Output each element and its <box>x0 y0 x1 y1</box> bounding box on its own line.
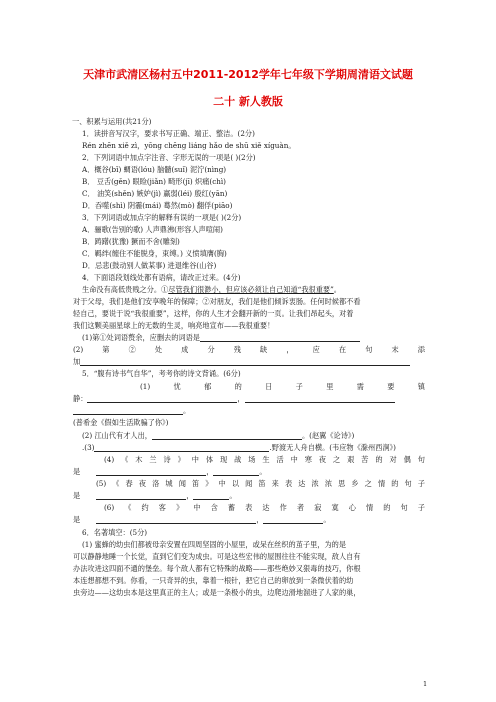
passage-line-4: 我们这颗美丽星球上的无数的生灵，响亮地宣布——我很重要！ <box>73 321 275 330</box>
q2-option-d: D．吞噬(shì) 阴霾(mái) 蓦然(mò) 翻俘(piāo) <box>82 201 233 210</box>
question-6: 6．名著填空：(5分) <box>82 528 148 537</box>
q2-option-c: C． 油笑(shěn) 嫉妒(jì) 赢弱(léi) 殷红(yān) <box>82 189 228 198</box>
sub-question-2: (2)第②处成分残缺，应在句末添 <box>73 345 425 354</box>
passage-line-2: 对于父母，我们是他们安享晚年的保障；②对朋友，我们是他们倾诉衷肠。任何时候都不看 <box>73 297 361 306</box>
answer-blank[interactable] <box>245 394 395 403</box>
poem-3: .(3) .野渡无人舟自横。(韦应物《滁州西涧》) <box>82 443 396 452</box>
poem-5-answer: 是 ， 。 <box>73 491 237 500</box>
sub-question-2-cont: 加 <box>73 357 425 366</box>
answer-blank[interactable] <box>94 443 269 452</box>
answer-blank[interactable] <box>96 515 256 524</box>
poem-1-answer-cont: 。 <box>73 406 425 415</box>
answer-blank[interactable] <box>96 491 186 500</box>
answer-blank[interactable] <box>87 394 237 403</box>
answer-blank[interactable] <box>193 491 229 500</box>
sub-question-1: (1)第①处词语赘余，应删去的词语是 <box>82 333 425 342</box>
q2-option-b: B． 豆舌(gěn) 眼睑(jiǎn) 畸形(jī) 炽痛(chì) <box>82 177 226 186</box>
q2-option-a: A．概谷(bǐ) 蜩语(lóu) 脑髓(suǐ) 泥泞(nìng) <box>82 165 227 174</box>
passage-line-1: 生命没有高低贵贱之分。①尽管我们很渺小，但应该必须让自己知道“我很重要”。 <box>82 285 341 294</box>
question-5: 5．“腹有诗书气自华”，考考你的诗文背诵。(6分) <box>82 369 241 378</box>
question-1: 1．读拼音写汉字，要求书写正确、端正、整洁。(2分) <box>82 129 255 138</box>
poem-4-prompt: (4)《木兰诗》中体现战场生活中寒夜之艰苦的对偶句 <box>104 455 425 464</box>
doc-title: 天津市武清区杨村五中2011-2012学年七年级下学期周清语文试题 <box>83 68 413 81</box>
question-4: 4．下面语段划线处都有语病，请改正过来。(4分) <box>82 273 241 282</box>
poem-6-prompt: (6)《约客》中含蓄表达作者寂寞心情的句子 <box>104 503 425 512</box>
passage-line-3: 轻自己，要说于说“我很重要”，这样，你的人生才会翻开新的一页。让我们昂起头，对着 <box>73 309 354 318</box>
q3-option-a: A．骊歌(告别的歌) 人声鼎沸(形容人声喧闹) <box>82 225 223 234</box>
poem-5-prompt: (5)《春夜洛城闻笛》中以闻笛来表达浓浓思乡之情的句子 <box>96 479 425 488</box>
poem-1-prompt: (1)忧郁的日子里需要镇 <box>140 382 425 391</box>
question-2: 2．下列词语中加点字注音、字形无误的一项是( )(2分) <box>82 153 256 162</box>
poem-1-answer: 静： ， <box>73 394 425 403</box>
reading-line-2: 可以静静地睡一个长觉，直到它们变为成虫。可是这些宏伟的屋围往往不能实现，敌人自有 <box>73 552 361 561</box>
question-3: 3．下列词语或加点字的解释有误的一项是( )(2分) <box>82 213 242 222</box>
answer-blank[interactable] <box>152 431 302 440</box>
q3-option-c: C．羁绊(缠住不能脱身，束缚。) 义愤填膺(胸) <box>82 249 227 258</box>
answer-blank[interactable] <box>263 515 323 524</box>
answer-blank[interactable] <box>80 357 410 366</box>
doc-subtitle: 二十 新人教版 <box>213 95 283 108</box>
reading-line-3: 办法攻进这四面不通的堡垒。每个敌人都有它特殊的战略——那些绝妙又狠毒的技巧，你根 <box>73 564 361 573</box>
answer-blank[interactable] <box>200 333 360 342</box>
poem-2: (2) 江山代有才人出， 。(赵翼《论诗》) <box>82 431 355 440</box>
answer-blank[interactable] <box>213 467 259 476</box>
answer-blank[interactable] <box>96 467 206 476</box>
poem-4-answer: 是 ， 。 <box>73 467 267 476</box>
page-number: 1 <box>423 680 428 688</box>
reading-line-5: 虫旁边——这幼虫本是这里真正的主人；或是一条极小的虫，边爬边滑地溜进了人家的巢， <box>73 588 361 597</box>
poem-6-answer: 是 ， 。 <box>73 515 331 524</box>
pinyin-line: Rén zhēn xiě zì，yōng chēng liáng hǎo de shū xiě xíguàn。 <box>82 141 296 150</box>
reading-line-1: (1) 蜜蜂的幼虫们都被母亲安置在四周坚固的小屋里，或呆在丝织的茧子里，为的是 <box>82 540 347 549</box>
reading-line-4: 本连想都想不到。你看，一只奇异的虫，靠着一根针，把它自己的卵放到一条微伏着的幼 <box>73 576 354 585</box>
poem-1-source: (普希金《假如生活欺骗了你》) <box>73 418 169 427</box>
answer-blank[interactable] <box>73 406 183 415</box>
q3-option-d: D．忌悲(鼓动别人做某事) 进退维谷(山谷) <box>82 261 217 270</box>
underlined-phrase-1: 尽管我们很渺小，但应该必须让自己知道“我很重要” <box>168 285 334 294</box>
q3-option-b: B．踌躇(犹豫) 獗而不舍(雕刻) <box>82 237 180 246</box>
section-heading: 一、积累与运用(共21分) <box>72 117 152 126</box>
